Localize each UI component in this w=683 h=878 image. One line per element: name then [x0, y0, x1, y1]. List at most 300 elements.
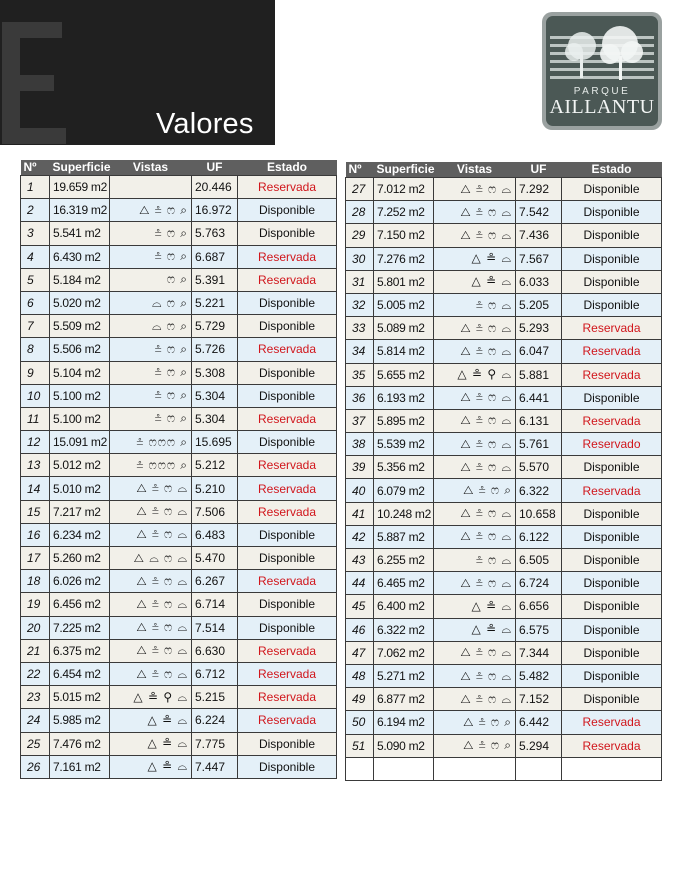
lot-price-uf: 5.763 [192, 222, 238, 245]
lot-status: Reservada [562, 409, 662, 432]
lot-views-icons: △ ≗ ෆ ⌓ [434, 409, 516, 432]
lot-area: 6.375 m2 [50, 639, 110, 662]
logo-name: AILLANTU [549, 96, 655, 118]
table-header-row [346, 162, 662, 178]
lot-price-uf: 7.542 [516, 201, 562, 224]
lot-views-icons: △ ≗ ෆ ⌓ [110, 616, 192, 639]
lot-number: 30 [346, 247, 374, 270]
lot-views-icons: ⌓ ෆ ⌕ [110, 315, 192, 338]
lot-views-icons: △ ≗ ෆ ⌓ [434, 641, 516, 664]
lot-status: Disponible [562, 247, 662, 270]
lot-views-icons: △ ≗ ෆ ⌓ [110, 639, 192, 662]
lot-status: Reservada [238, 662, 337, 685]
lot-views-icons: ≗ ෆ ⌕ [110, 407, 192, 430]
lot-price-uf: 6.131 [516, 409, 562, 432]
lot-area: 6.234 m2 [50, 523, 110, 546]
lot-views-icons: △ ≗ ෆ ⌓ [434, 224, 516, 247]
lot-area: 5.271 m2 [374, 664, 434, 687]
lot-views-icons: △ ≗ ෆ ⌓ [110, 477, 192, 500]
lot-views-icons: △ ≗ ෆ ⌕ [434, 479, 516, 502]
lot-views-icons: ≗ ෆෆෆ ⌕ [110, 454, 192, 477]
table-row [346, 688, 662, 711]
lot-price-uf: 16.972 [192, 199, 238, 222]
lot-area: 5.020 m2 [50, 291, 110, 314]
lot-area: 7.150 m2 [374, 224, 434, 247]
table-row [346, 433, 662, 456]
lot-area: 6.465 m2 [374, 572, 434, 595]
lot-area: 6.255 m2 [374, 549, 434, 572]
table-row [21, 245, 337, 268]
lot-status: Disponible [238, 616, 337, 639]
lot-number: 49 [346, 688, 374, 711]
lot-number: 15 [21, 500, 50, 523]
table-row [21, 431, 337, 454]
lot-number: 41 [346, 502, 374, 525]
lot-status: Disponible [238, 384, 337, 407]
lot-views-icons: △ ≗ ෆ ⌓ [434, 572, 516, 595]
lot-price-uf: 6.224 [192, 709, 238, 732]
lot-status: Disponible [238, 315, 337, 338]
lot-area: 19.659 m2 [50, 176, 110, 199]
lot-number: 5 [21, 268, 50, 291]
lot-price-uf: 5.729 [192, 315, 238, 338]
empty-cell [434, 757, 516, 780]
lot-status: Disponible [238, 431, 337, 454]
lot-number: 45 [346, 595, 374, 618]
lot-area: 7.225 m2 [50, 616, 110, 639]
table-row [346, 572, 662, 595]
lot-price-uf: 7.447 [192, 755, 238, 778]
lot-area: 6.430 m2 [50, 245, 110, 268]
lot-number: 36 [346, 386, 374, 409]
lot-price-uf: 5.391 [192, 268, 238, 291]
lot-status: Disponible [238, 222, 337, 245]
lot-price-uf: 7.514 [192, 616, 238, 639]
lot-area: 5.090 m2 [374, 734, 434, 757]
empty-cell [374, 757, 434, 780]
lot-area: 5.539 m2 [374, 433, 434, 456]
lot-status: Reservada [238, 338, 337, 361]
lot-status: Disponible [238, 732, 337, 755]
table-row [21, 361, 337, 384]
lot-views-icons: △ ⌓ ෆ ⌓ [110, 547, 192, 570]
lot-views-icons: ≗ ෆ ⌕ [110, 361, 192, 384]
lot-status: Reservada [238, 639, 337, 662]
lot-number: 3 [21, 222, 50, 245]
table-row [21, 222, 337, 245]
col-header-superficie: Superficie [50, 160, 110, 176]
parque-aillantu-logo [542, 12, 662, 130]
table-row [346, 479, 662, 502]
lot-number: 48 [346, 664, 374, 687]
lot-area: 5.655 m2 [374, 363, 434, 386]
lot-status: Reservada [562, 711, 662, 734]
lot-area: 5.010 m2 [50, 477, 110, 500]
lot-views-icons: △ ≗ ⚲ ⌓ [434, 363, 516, 386]
lot-area: 5.089 m2 [374, 317, 434, 340]
lot-views-icons [110, 176, 192, 199]
table-row [21, 639, 337, 662]
section-letter-graphic [2, 22, 66, 144]
lot-number: 8 [21, 338, 50, 361]
lot-status: Disponible [562, 224, 662, 247]
lot-area: 6.877 m2 [374, 688, 434, 711]
col-header-num: Nº [346, 162, 374, 178]
table-row [346, 386, 662, 409]
lot-number: 44 [346, 572, 374, 595]
lot-views-icons: △ ≗ ⌓ [110, 732, 192, 755]
lot-number: 39 [346, 456, 374, 479]
lot-price-uf: 7.292 [516, 178, 562, 201]
lot-number: 7 [21, 315, 50, 338]
lot-views-icons: △ ≗ ෆ ⌓ [434, 525, 516, 548]
lot-number: 24 [21, 709, 50, 732]
table-row [21, 199, 337, 222]
lot-status: Disponible [562, 572, 662, 595]
lot-status: Disponible [238, 291, 337, 314]
table-row [21, 176, 337, 199]
lot-views-icons: △ ≗ ෆ ⌓ [110, 500, 192, 523]
lot-number: 4 [21, 245, 50, 268]
lot-area: 5.015 m2 [50, 686, 110, 709]
lot-views-icons: △ ≗ ⌓ [434, 595, 516, 618]
lot-status: Reservada [238, 570, 337, 593]
lot-views-icons: △ ≗ ෆ ⌓ [434, 386, 516, 409]
lot-status: Reservada [238, 454, 337, 477]
col-header-uf: UF [516, 162, 562, 178]
lot-status: Disponible [562, 549, 662, 572]
lot-area: 6.322 m2 [374, 618, 434, 641]
lot-views-icons: △ ≗ ෆ ⌓ [434, 317, 516, 340]
empty-row [346, 757, 662, 780]
lot-price-uf: 5.205 [516, 293, 562, 316]
lot-views-icons: △ ≗ ෆ ⌓ [110, 662, 192, 685]
lot-status: Reservada [238, 709, 337, 732]
lot-area: 6.193 m2 [374, 386, 434, 409]
lot-views-icons: △ ≗ ⌓ [110, 709, 192, 732]
lot-number: 6 [21, 291, 50, 314]
table-row [21, 291, 337, 314]
lot-number: 33 [346, 317, 374, 340]
lot-price-uf: 6.047 [516, 340, 562, 363]
lot-views-icons: ≗ ෆ ⌕ [110, 245, 192, 268]
lot-area: 6.079 m2 [374, 479, 434, 502]
lot-number: 32 [346, 293, 374, 316]
lot-views-icons: ෆ ⌕ [110, 268, 192, 291]
lot-area: 5.012 m2 [50, 454, 110, 477]
lot-number: 34 [346, 340, 374, 363]
lot-views-icons: △ ≗ ⌓ [434, 270, 516, 293]
lot-status: Disponible [238, 199, 337, 222]
lot-price-uf: 6.267 [192, 570, 238, 593]
lot-status: Disponible [562, 525, 662, 548]
lot-number: 47 [346, 641, 374, 664]
table-row [346, 711, 662, 734]
lot-number: 14 [21, 477, 50, 500]
lot-number: 23 [21, 686, 50, 709]
lot-area: 7.276 m2 [374, 247, 434, 270]
lot-status: Reservada [562, 734, 662, 757]
lot-price-uf: 7.506 [192, 500, 238, 523]
lot-price-uf: 10.658 [516, 502, 562, 525]
lot-area: 5.100 m2 [50, 407, 110, 430]
lot-area: 5.005 m2 [374, 293, 434, 316]
table-row [21, 616, 337, 639]
lot-price-uf: 5.221 [192, 291, 238, 314]
lot-views-icons: ⌓ ෆ ⌕ [110, 291, 192, 314]
lot-number: 51 [346, 734, 374, 757]
lot-views-icons: △ ≗ ෆ ⌓ [434, 502, 516, 525]
lot-price-uf: 6.505 [516, 549, 562, 572]
table-row [346, 363, 662, 386]
lot-status: Disponible [562, 386, 662, 409]
lot-area: 5.887 m2 [374, 525, 434, 548]
lot-area: 5.814 m2 [374, 340, 434, 363]
table-row [346, 734, 662, 757]
lot-views-icons: △ ≗ ෆ ⌕ [434, 711, 516, 734]
col-header-estado: Estado [238, 160, 337, 176]
lot-status: Reservada [238, 686, 337, 709]
lot-number: 19 [21, 593, 50, 616]
lot-price-uf: 5.470 [192, 547, 238, 570]
lot-views-icons: △ ≗ ෆ ⌕ [110, 199, 192, 222]
table-row [21, 477, 337, 500]
lot-views-icons: △ ≗ ෆ ⌓ [434, 201, 516, 224]
lot-price-uf: 5.304 [192, 384, 238, 407]
lot-price-uf: 6.714 [192, 593, 238, 616]
lot-views-icons: △ ≗ ෆ ⌓ [434, 178, 516, 201]
lot-views-icons: △ ≗ ෆ ⌓ [110, 523, 192, 546]
lot-number: 37 [346, 409, 374, 432]
table-header-row [21, 160, 337, 176]
table-row [21, 454, 337, 477]
lot-views-icons: △ ≗ ⌓ [434, 618, 516, 641]
lot-views-icons: △ ≗ ⌓ [434, 247, 516, 270]
lot-views-icons: △ ≗ ෆ ⌕ [434, 734, 516, 757]
lot-status: Reservada [562, 340, 662, 363]
lot-area: 5.541 m2 [50, 222, 110, 245]
header-banner [0, 0, 275, 145]
lot-views-icons: ≗ ෆෆෆ ⌕ [110, 431, 192, 454]
lot-number: 40 [346, 479, 374, 502]
lot-views-icons: ≗ ෆ ⌕ [110, 338, 192, 361]
lot-number: 1 [21, 176, 50, 199]
lot-status: Reservada [562, 363, 662, 386]
lot-price-uf: 6.122 [516, 525, 562, 548]
lot-area: 5.506 m2 [50, 338, 110, 361]
lot-number: 9 [21, 361, 50, 384]
lot-views-icons: △ ≗ ෆ ⌓ [434, 456, 516, 479]
lot-number: 43 [346, 549, 374, 572]
lot-views-icons: △ ≗ ෆ ⌓ [434, 433, 516, 456]
lot-views-icons: △ ≗ ෆ ⌓ [110, 570, 192, 593]
lot-price-uf: 6.687 [192, 245, 238, 268]
lot-views-icons: ≗ ෆ ⌓ [434, 549, 516, 572]
lot-number: 10 [21, 384, 50, 407]
lot-number: 18 [21, 570, 50, 593]
table-row [21, 500, 337, 523]
lot-price-uf: 6.724 [516, 572, 562, 595]
lot-status: Reservada [238, 407, 337, 430]
col-header-estado: Estado [562, 162, 662, 178]
lot-area: 5.895 m2 [374, 409, 434, 432]
table-row [346, 317, 662, 340]
lot-status: Disponible [562, 293, 662, 316]
lot-status: Disponible [562, 270, 662, 293]
table-row [346, 549, 662, 572]
lot-price-uf: 5.881 [516, 363, 562, 386]
lot-price-uf: 7.344 [516, 641, 562, 664]
lot-area: 10.248 m2 [374, 502, 434, 525]
table-row [21, 686, 337, 709]
table-row [346, 247, 662, 270]
lot-price-uf: 6.483 [192, 523, 238, 546]
lot-views-icons: △ ≗ ⌓ [110, 755, 192, 778]
table-row [21, 570, 337, 593]
table-row [346, 525, 662, 548]
lot-area: 7.012 m2 [374, 178, 434, 201]
lot-status: Disponible [238, 523, 337, 546]
lot-number: 46 [346, 618, 374, 641]
lot-number: 20 [21, 616, 50, 639]
table-row [21, 407, 337, 430]
lot-status: Disponible [562, 178, 662, 201]
table-row [21, 384, 337, 407]
lot-number: 35 [346, 363, 374, 386]
lot-area: 7.161 m2 [50, 755, 110, 778]
lot-status: Disponible [562, 502, 662, 525]
lot-number: 50 [346, 711, 374, 734]
lot-status: Reservada [562, 479, 662, 502]
table-row [21, 547, 337, 570]
table-row [346, 456, 662, 479]
lots-table-right [345, 162, 662, 781]
empty-cell [516, 757, 562, 780]
table-row [21, 662, 337, 685]
lot-price-uf: 5.212 [192, 454, 238, 477]
col-header-uf: UF [192, 160, 238, 176]
table-row [21, 523, 337, 546]
lot-area: 16.319 m2 [50, 199, 110, 222]
table-row [21, 593, 337, 616]
table-row [346, 270, 662, 293]
empty-cell [346, 757, 374, 780]
lot-number: 16 [21, 523, 50, 546]
lot-status: Reservada [238, 176, 337, 199]
lot-number: 13 [21, 454, 50, 477]
table-row [346, 201, 662, 224]
table-row [346, 502, 662, 525]
lot-price-uf: 5.294 [516, 734, 562, 757]
lot-area: 5.801 m2 [374, 270, 434, 293]
lot-number: 22 [21, 662, 50, 685]
table-row [21, 755, 337, 778]
lot-price-uf: 6.575 [516, 618, 562, 641]
lot-price-uf: 6.656 [516, 595, 562, 618]
lot-number: 12 [21, 431, 50, 454]
lot-price-uf: 20.446 [192, 176, 238, 199]
page-title: Valores [156, 108, 254, 140]
col-header-superficie: Superficie [374, 162, 434, 178]
table-row [21, 268, 337, 291]
lot-number: 42 [346, 525, 374, 548]
lot-price-uf: 5.761 [516, 433, 562, 456]
lot-area: 5.985 m2 [50, 709, 110, 732]
lot-views-icons: △ ≗ ෆ ⌓ [434, 688, 516, 711]
lot-status: Disponible [562, 641, 662, 664]
lot-price-uf: 15.695 [192, 431, 238, 454]
lot-area: 6.026 m2 [50, 570, 110, 593]
lot-status: Disponible [562, 201, 662, 224]
lot-area: 5.356 m2 [374, 456, 434, 479]
lot-area: 5.509 m2 [50, 315, 110, 338]
lot-status: Reservada [238, 245, 337, 268]
lot-status: Disponible [238, 593, 337, 616]
lot-area: 5.104 m2 [50, 361, 110, 384]
table-row [346, 409, 662, 432]
table-row [346, 618, 662, 641]
table-row [21, 338, 337, 361]
lot-price-uf: 7.775 [192, 732, 238, 755]
table-row [346, 641, 662, 664]
lot-area: 7.217 m2 [50, 500, 110, 523]
lot-price-uf: 5.570 [516, 456, 562, 479]
lot-number: 38 [346, 433, 374, 456]
lot-price-uf: 5.482 [516, 664, 562, 687]
table-row [346, 340, 662, 363]
lot-price-uf: 6.442 [516, 711, 562, 734]
table-row [346, 178, 662, 201]
lot-number: 25 [21, 732, 50, 755]
table-row [346, 224, 662, 247]
lot-number: 27 [346, 178, 374, 201]
lot-status: Disponible [238, 755, 337, 778]
lot-price-uf: 6.322 [516, 479, 562, 502]
lot-status: Reservada [238, 500, 337, 523]
lot-status: Disponible [562, 456, 662, 479]
lot-status: Disponible [562, 688, 662, 711]
col-header-vistas: Vistas [434, 162, 516, 178]
table-row [346, 664, 662, 687]
lot-price-uf: 5.210 [192, 477, 238, 500]
col-header-vistas: Vistas [110, 160, 192, 176]
lot-area: 6.194 m2 [374, 711, 434, 734]
lot-views-icons: ≗ ෆ ⌓ [434, 293, 516, 316]
lot-price-uf: 5.304 [192, 407, 238, 430]
lot-number: 26 [21, 755, 50, 778]
lot-views-icons: △ ≗ ෆ ⌓ [434, 664, 516, 687]
empty-cell [562, 757, 662, 780]
lot-number: 21 [21, 639, 50, 662]
lot-price-uf: 5.293 [516, 317, 562, 340]
lot-area: 7.062 m2 [374, 641, 434, 664]
table-row [21, 732, 337, 755]
lot-views-icons: ≗ ෆ ⌕ [110, 222, 192, 245]
lot-number: 28 [346, 201, 374, 224]
table-row [346, 293, 662, 316]
lot-views-icons: △ ≗ ෆ ⌓ [110, 593, 192, 616]
lot-area: 5.184 m2 [50, 268, 110, 291]
lot-views-icons: △ ≗ ෆ ⌓ [434, 340, 516, 363]
lot-area: 5.260 m2 [50, 547, 110, 570]
lot-price-uf: 5.308 [192, 361, 238, 384]
lot-price-uf: 5.726 [192, 338, 238, 361]
col-header-num: Nº [21, 160, 50, 176]
lot-number: 29 [346, 224, 374, 247]
lots-table-left [20, 160, 337, 779]
lot-status: Reservada [562, 317, 662, 340]
lot-price-uf: 6.441 [516, 386, 562, 409]
